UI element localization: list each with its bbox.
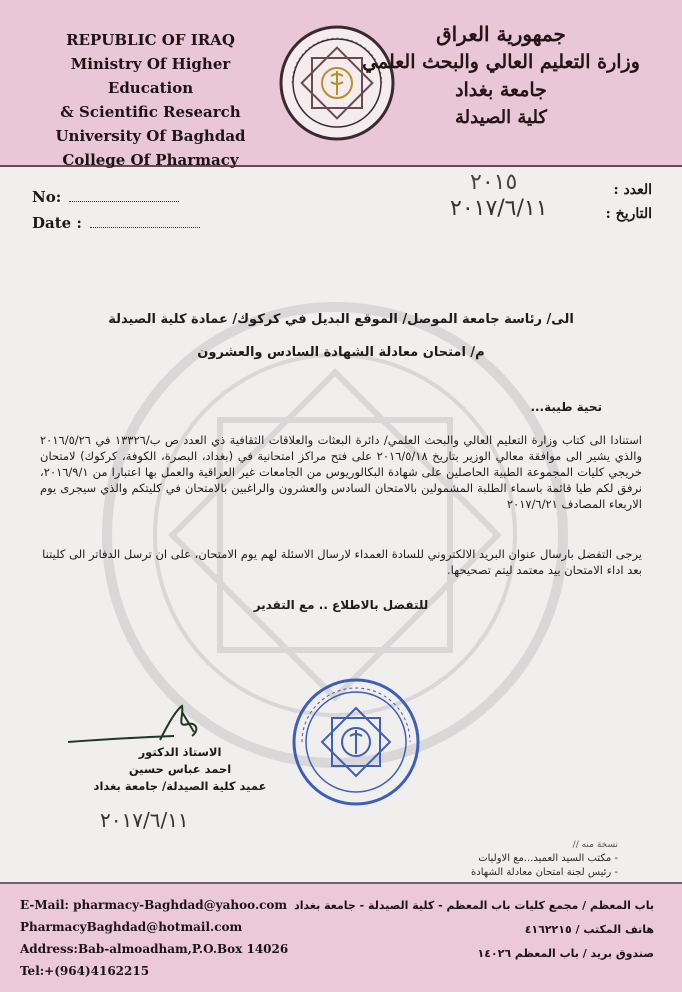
footer-phone: Tel:+(964)4162215 bbox=[20, 964, 150, 978]
copy-item: - مكتب السيد العميد...مع الاوليات bbox=[478, 853, 618, 864]
footer-ar-address: باب المعظم / مجمع كليات باب المعظم - كلية الصيدلة - جامعة بغداد bbox=[294, 899, 654, 912]
ar-number-row bbox=[606, 178, 652, 202]
signature-date: ٢٠١٧/٦/١١ bbox=[100, 808, 189, 832]
meta-english bbox=[32, 184, 200, 236]
footer-contact bbox=[20, 894, 288, 982]
official-stamp-icon bbox=[290, 676, 422, 808]
subject-line: م/ امتحان معادلة الشهادة السادس والعشرون bbox=[197, 345, 485, 360]
footer-ar-phone: هاتف المكتب / ٤١٦٢٢١٥ bbox=[524, 923, 654, 936]
copy-item: - رئيس لجنة امتحان معادلة الشهادة bbox=[471, 867, 618, 878]
signatory-title: الاستاذ الدكتور bbox=[138, 745, 222, 759]
ar-number-label: العدد : bbox=[613, 182, 652, 198]
greeting: تحية طيبة... bbox=[530, 400, 602, 414]
english-line: Ministry Of Higher Education bbox=[70, 55, 231, 97]
signatory-block bbox=[60, 744, 300, 795]
english-letterhead bbox=[28, 28, 273, 172]
arabic-line: وزارة التعليم العالي والبحث العلمي bbox=[362, 51, 640, 73]
ar-date-row bbox=[606, 202, 652, 226]
body-paragraph-1: استنادا الى كتاب وزارة التعليم العالي والبحث العلمي/ دائرة البعثات والعلاقات الثقافية ذي العدد ص ب/١٣٣٢٦ في ٢٠١٦/٥/٢٦ والذي يشير الى موافقة معالي الوزير بتاريخ ٢٠١٦/٥/١٨ على فتح مراكز امتحانية في (بغداد، البصرة، الكوفة، كركوك) لامتحان خريجي كليات المجموعة الطبية الحاصلين على شهادة البكالوريوس من الجامعات غير العراقية والعمل بها اعتبارا من ٢٠١٦/٩/١، نرفق لكم طيا قائمة باسماء الطلبة المشمولين بالامتحان السادس والعشرون والراغبين بالامتحان في كليتكم والذي سيجرى يوم الاربعاء المصادف ٢٠١٧/٦/٢١ bbox=[40, 433, 643, 511]
signatory-position: عميد كلية الصيدلة/ جامعة بغداد bbox=[93, 779, 267, 793]
date-row bbox=[32, 210, 200, 236]
footer-email-1: E-Mail: pharmacy-Baghdad@yahoo.com bbox=[20, 898, 288, 912]
english-line: College Of Pharmacy bbox=[62, 151, 239, 169]
body-paragraph-2: يرجى التفضل بارسال عنوان البريد الالكتروني للسادة العمداء لارسال الاسئلة لهم يوم الامتحان، على ان ترسل الدفاتر الى كليتنا بعد اداء الامتحان بيد معتمد ليتم تصحيحها. bbox=[42, 547, 642, 577]
signatory-name: احمد عباس حسين bbox=[128, 762, 232, 776]
arabic-line: جمهورية العراق bbox=[436, 22, 566, 46]
handwritten-number: ٢٠١٥ bbox=[470, 170, 518, 195]
english-line: & Scientific Research bbox=[60, 103, 241, 121]
copies-title: نسخة منه // bbox=[572, 840, 618, 850]
addressee: الى/ رئاسة جامعة الموصل/ الموقع البديل في كركوك/ عمادة كلية الصيدلة bbox=[108, 312, 574, 327]
arabic-line: جامعة بغداد bbox=[455, 79, 547, 101]
footer-email-2: PharmacyBaghdad@hotmail.com bbox=[20, 920, 243, 934]
english-line: University Of Baghdad bbox=[55, 127, 246, 145]
footer-arabic bbox=[294, 894, 654, 966]
number-label: No: bbox=[32, 188, 62, 206]
number-row bbox=[32, 184, 200, 210]
letterhead bbox=[0, 0, 682, 167]
closing-line: للتفضل بالاطلاع .. مع التقدير bbox=[253, 598, 429, 612]
date-label: Date : bbox=[32, 214, 82, 232]
letter-footer bbox=[0, 882, 682, 992]
arabic-letterhead bbox=[356, 20, 646, 132]
handwritten-date: ٢٠١٧/٦/١١ bbox=[450, 196, 548, 221]
ar-date-label: التاريخ : bbox=[605, 206, 652, 222]
signature-icon bbox=[64, 702, 214, 750]
copies-list bbox=[471, 838, 618, 880]
footer-ar-pobox: صندوق بريد / باب المعظم ١٤٠٢٦ bbox=[477, 947, 654, 960]
footer-address: Address:Bab-almoadham,P.O.Box 14026 bbox=[20, 942, 289, 956]
arabic-line: كلية الصيدلة bbox=[455, 107, 547, 128]
english-line: REPUBLIC OF IRAQ bbox=[66, 31, 235, 49]
meta-arabic bbox=[606, 178, 652, 226]
